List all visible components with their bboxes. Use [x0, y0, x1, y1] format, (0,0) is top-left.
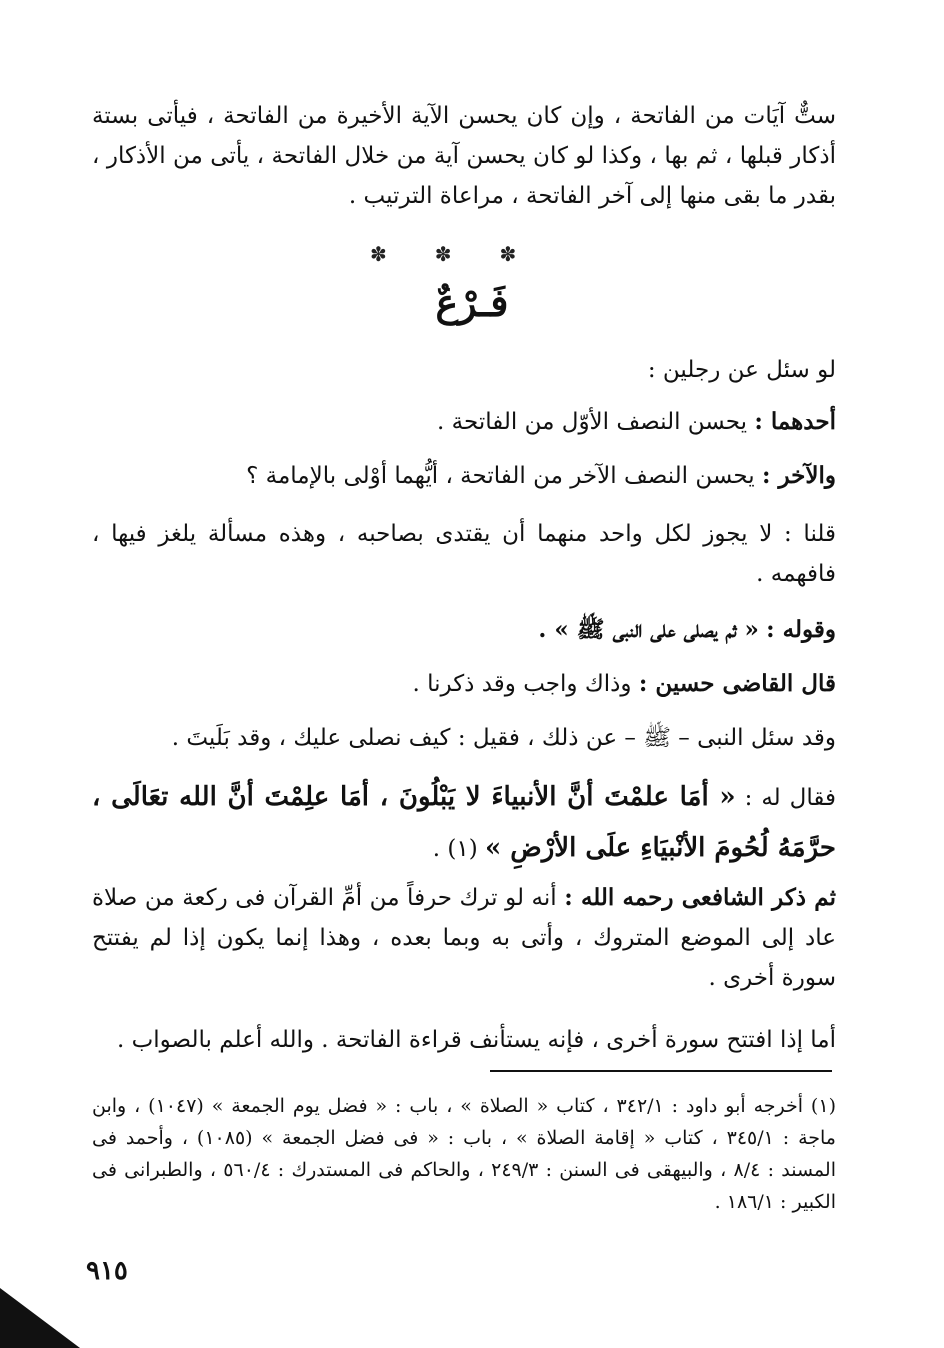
- intro-paragraph: ستٌّ آيَات من الفاتحة ، وإن كان يحسن الآية الأخيرة من الفاتحة ، فيأتى بستة أذكار قبلها ، ثم بها ، وكذا لو كان يحسن آية من خلال الفاتحة ، يأتى من الأذكار ، بقدر ما بقى منها إلى آخر الفاتحة ، مراعاة الترتيب .: [92, 103, 836, 209]
- section-heading: فَـرْعٌ: [435, 280, 509, 325]
- shafii-text: أنه لو ترك حرفاً من أمِّ القرآن فى ركعة من صلاة عاد إلى الموضع المتروك ، وأتى به وبما بعده ، وهذا إنما يكون إذا لم يفتتح سورة أخرى .: [92, 885, 836, 991]
- footnote: (١) أخرجه أبو داود : ٣٤٢/١ ، كتاب « الصلاة » ، باب : « فضل يوم الجمعة » (١٠٤٧) ، وابن ماجة : ٣٤٥/١ ، كتاب « إقامة الصلاة » ، باب : « فى فضل الجمعة » (١٠٨٥) ، وأحمد فى المسند : ٨/٤ ، والبيهقى فى السنن : ٢٤٩/٣ ، والحاكم فى المستدرك : ٥٦٠/٤ ، والطبرانى فى الكبير : ١٨٦/١ .: [92, 1095, 836, 1213]
- qadi-label: قال القاضى حسين :: [638, 670, 836, 697]
- page-number: ٩١٥: [86, 1256, 128, 1286]
- qadi-text: وذاك واجب وقد ذكرنا .: [412, 671, 632, 697]
- second-man-label: والآخر :: [761, 462, 836, 489]
- reply-footnote-ref: (١) .: [432, 836, 478, 862]
- footnote-divider: [490, 1070, 832, 1072]
- answer-paragraph: قلنا : لا يجوز لكل واحد منهما أن يقتدى بصاحبه ، وهذه مسألة يلغز فيها ، فافهمه .: [92, 521, 836, 587]
- page-corner-shadow: [0, 1288, 80, 1348]
- qadi-line: [413, 664, 837, 704]
- question-line: لو سئل عن رجلين :: [647, 357, 836, 383]
- reply-quote: « أمَا علمْتَ أنَّ الأنبياءَ لا يَبْلُونَ ، أمَا علِمْتَ أنَّ الله تعَالَى ، حرَّمَهُ لُحُومَ الأنْبيَاءِ علَى الأرْضِ »: [92, 782, 836, 863]
- saying-text: « ثم يصلى على النبى ﷺ » .: [538, 616, 759, 643]
- reply-label: فقال له :: [744, 785, 837, 811]
- shafii-label: ثم ذكر الشافعى رحمه الله :: [564, 884, 836, 911]
- first-man-label: أحدهما :: [754, 408, 836, 435]
- section-separator-stars: ✽✽✽: [370, 242, 565, 266]
- second-man-line: [246, 456, 836, 496]
- second-man-text: يحسن النصف الآخر من الفاتحة ، أيُّهما أوْلى بالإمامة ؟: [246, 463, 755, 489]
- first-man-line: [437, 402, 836, 442]
- shafii-paragraph: [92, 878, 836, 998]
- asked-line: وقد سئل النبى – ﷺ – عن ذلك ، فقيل : كيف نصلى عليك ، وقد بَلَيتَ .: [171, 725, 836, 751]
- closing-line: أما إذا افتتح سورة أخرى ، فإنه يستأنف قراءة الفاتحة . والله أعلم بالصواب .: [116, 1027, 836, 1053]
- saying-label: وقوله :: [766, 616, 836, 643]
- reply-paragraph: [92, 772, 836, 874]
- first-man-text: يحسن النصف الأوّل من الفاتحة .: [437, 409, 748, 435]
- saying-line: [538, 610, 836, 650]
